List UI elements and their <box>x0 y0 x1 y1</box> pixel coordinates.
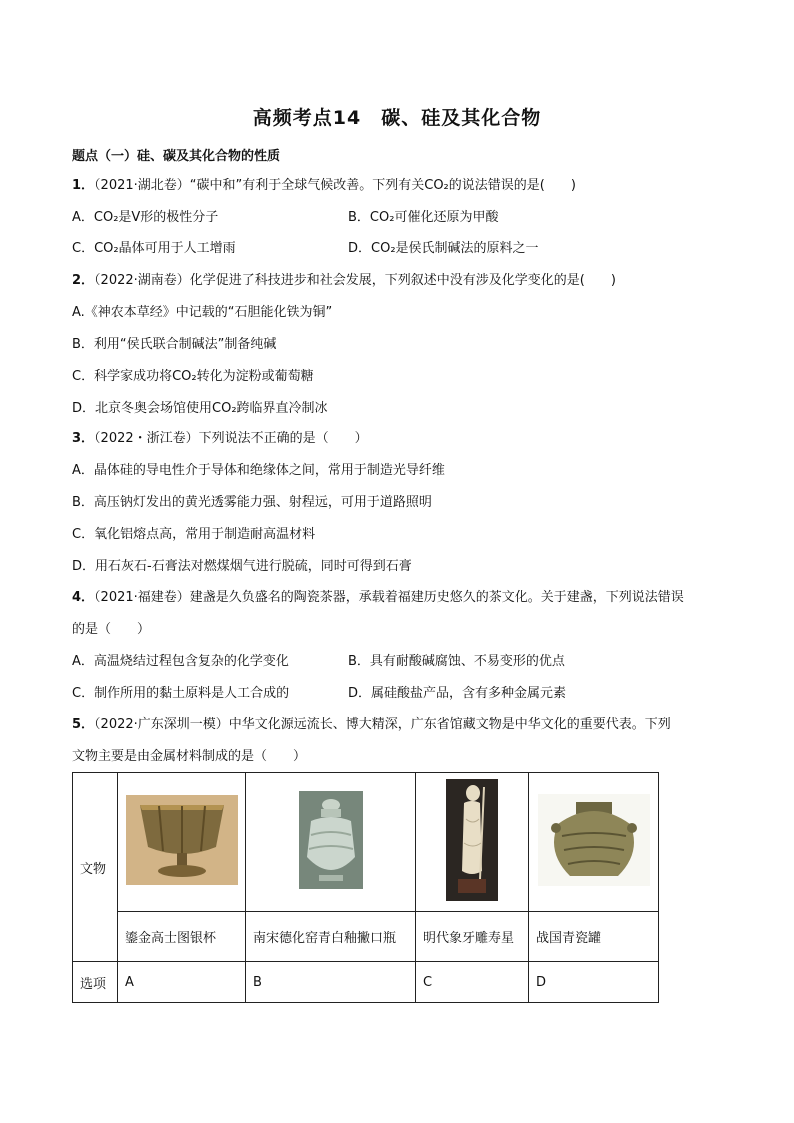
q2-option-a: A.《神农本草经》中记载的“石胆能化铁为铜” <box>72 305 333 320</box>
q3-option-b: B．高压钠灯发出的黄光透雾能力强、射程远，可用于道路照明 <box>72 495 432 510</box>
question-text: 化学促进了科技进步和社会发展，下列叙述中没有涉及化学变化的是( ) <box>189 273 616 288</box>
q2-option-c: C．科学家成功将CO₂转化为淀粉或葡萄糖 <box>72 369 314 384</box>
question-4-stem <box>72 589 684 607</box>
table-row-options <box>73 962 659 1003</box>
image-cell-a <box>118 773 246 912</box>
q2-option-b: B．利用“侯氏联合制碱法”制备纯碱 <box>72 337 277 352</box>
relic-name-c: 明代象牙雕寿星 <box>416 912 529 962</box>
table-row-images <box>73 773 659 912</box>
ivory-figure-image <box>446 779 498 901</box>
question-5-stem <box>72 716 671 734</box>
q1-option-b: B．CO₂可催化还原为甲酸 <box>348 210 499 225</box>
question-1-stem <box>72 177 576 195</box>
option-label-a: A <box>118 962 246 1003</box>
option-label-c: C <box>416 962 529 1003</box>
question-source: （2022・浙江卷） <box>94 431 199 446</box>
question-source: （2022·湖南卷） <box>94 273 190 288</box>
question-source: （2021·福建卷） <box>94 590 190 605</box>
table-row-names <box>73 912 659 962</box>
relic-name-a: 鎏金高士图银杯 <box>118 912 246 962</box>
question-number: 4． <box>72 590 95 605</box>
row-label-relic: 文物 <box>73 773 118 962</box>
section-heading: 题点（一）硅、碳及其化合物的性质 <box>72 149 281 164</box>
q1-option-c: C．CO₂晶体可用于人工增雨 <box>72 241 236 256</box>
q4-option-c: C．制作所用的黏土原料是人工合成的 <box>72 686 290 701</box>
question-text: “碳中和”有利于全球气候改善。下列有关CO₂的说法错误的是( ) <box>189 178 576 193</box>
option-label-b: B <box>246 962 416 1003</box>
q2-option-d: D．北京冬奥会场馆使用CO₂跨临界直冷制冰 <box>72 401 328 416</box>
q3-option-d: D．用石灰石-石膏法对燃煤烟气进行脱硫，同时可得到石膏 <box>72 559 412 574</box>
page-title: 高频考点14 碳、硅及其化合物 <box>252 107 542 129</box>
q4-option-a: A．高温烧结过程包含复杂的化学变化 <box>72 654 289 669</box>
relic-name-b: 南宋德化窑青白釉撇口瓶 <box>246 912 416 962</box>
gilt-silver-cup-image <box>126 795 238 885</box>
q3-option-c: C．氧化铝熔点高，常用于制造耐高温材料 <box>72 527 316 542</box>
row-label-option: 选项 <box>73 962 118 1003</box>
q4-option-b: B．具有耐酸碱腐蚀、不易变形的优点 <box>348 654 565 669</box>
question-number: 5． <box>72 717 95 732</box>
image-cell-d <box>529 773 659 912</box>
question-source: （2022·广东深圳一模） <box>94 717 229 732</box>
q1-option-a: A．CO₂是V形的极性分子 <box>72 210 219 225</box>
question-4-stem-cont: 的是（ ） <box>72 622 151 637</box>
relics-table <box>72 772 659 1003</box>
question-number: 3． <box>72 431 95 446</box>
celadon-jar-image <box>538 794 650 886</box>
question-text: 建盏是久负盛名的陶瓷茶器，承载着福建历史悠久的茶文化。关于建盏，下列说法错误 <box>189 590 684 605</box>
question-text: 中华文化源远流长、博大精深，广东省馆藏文物是中华文化的重要代表。下列 <box>228 717 671 732</box>
q1-option-d: D．CO₂是侯氏制碱法的原料之一 <box>348 241 539 256</box>
question-text: 下列说法不正确的是（ ） <box>198 431 368 446</box>
question-2-stem <box>72 272 616 290</box>
q4-option-d: D．属硅酸盐产品，含有多种金属元素 <box>348 686 567 701</box>
celadon-vase-image <box>299 791 363 889</box>
option-label-d: D <box>529 962 659 1003</box>
image-cell-b <box>246 773 416 912</box>
question-source: （2021·湖北卷） <box>94 178 190 193</box>
question-number: 1． <box>72 178 95 193</box>
image-cell-c <box>416 773 529 912</box>
relic-name-d: 战国青瓷罐 <box>529 912 659 962</box>
question-5-stem-cont: 文物主要是由金属材料制成的是（ ） <box>72 749 307 764</box>
q3-option-a: A．晶体硅的导电性介于导体和绝缘体之间，常用于制造光导纤维 <box>72 463 445 478</box>
question-3-stem <box>72 430 368 448</box>
question-number: 2． <box>72 273 95 288</box>
